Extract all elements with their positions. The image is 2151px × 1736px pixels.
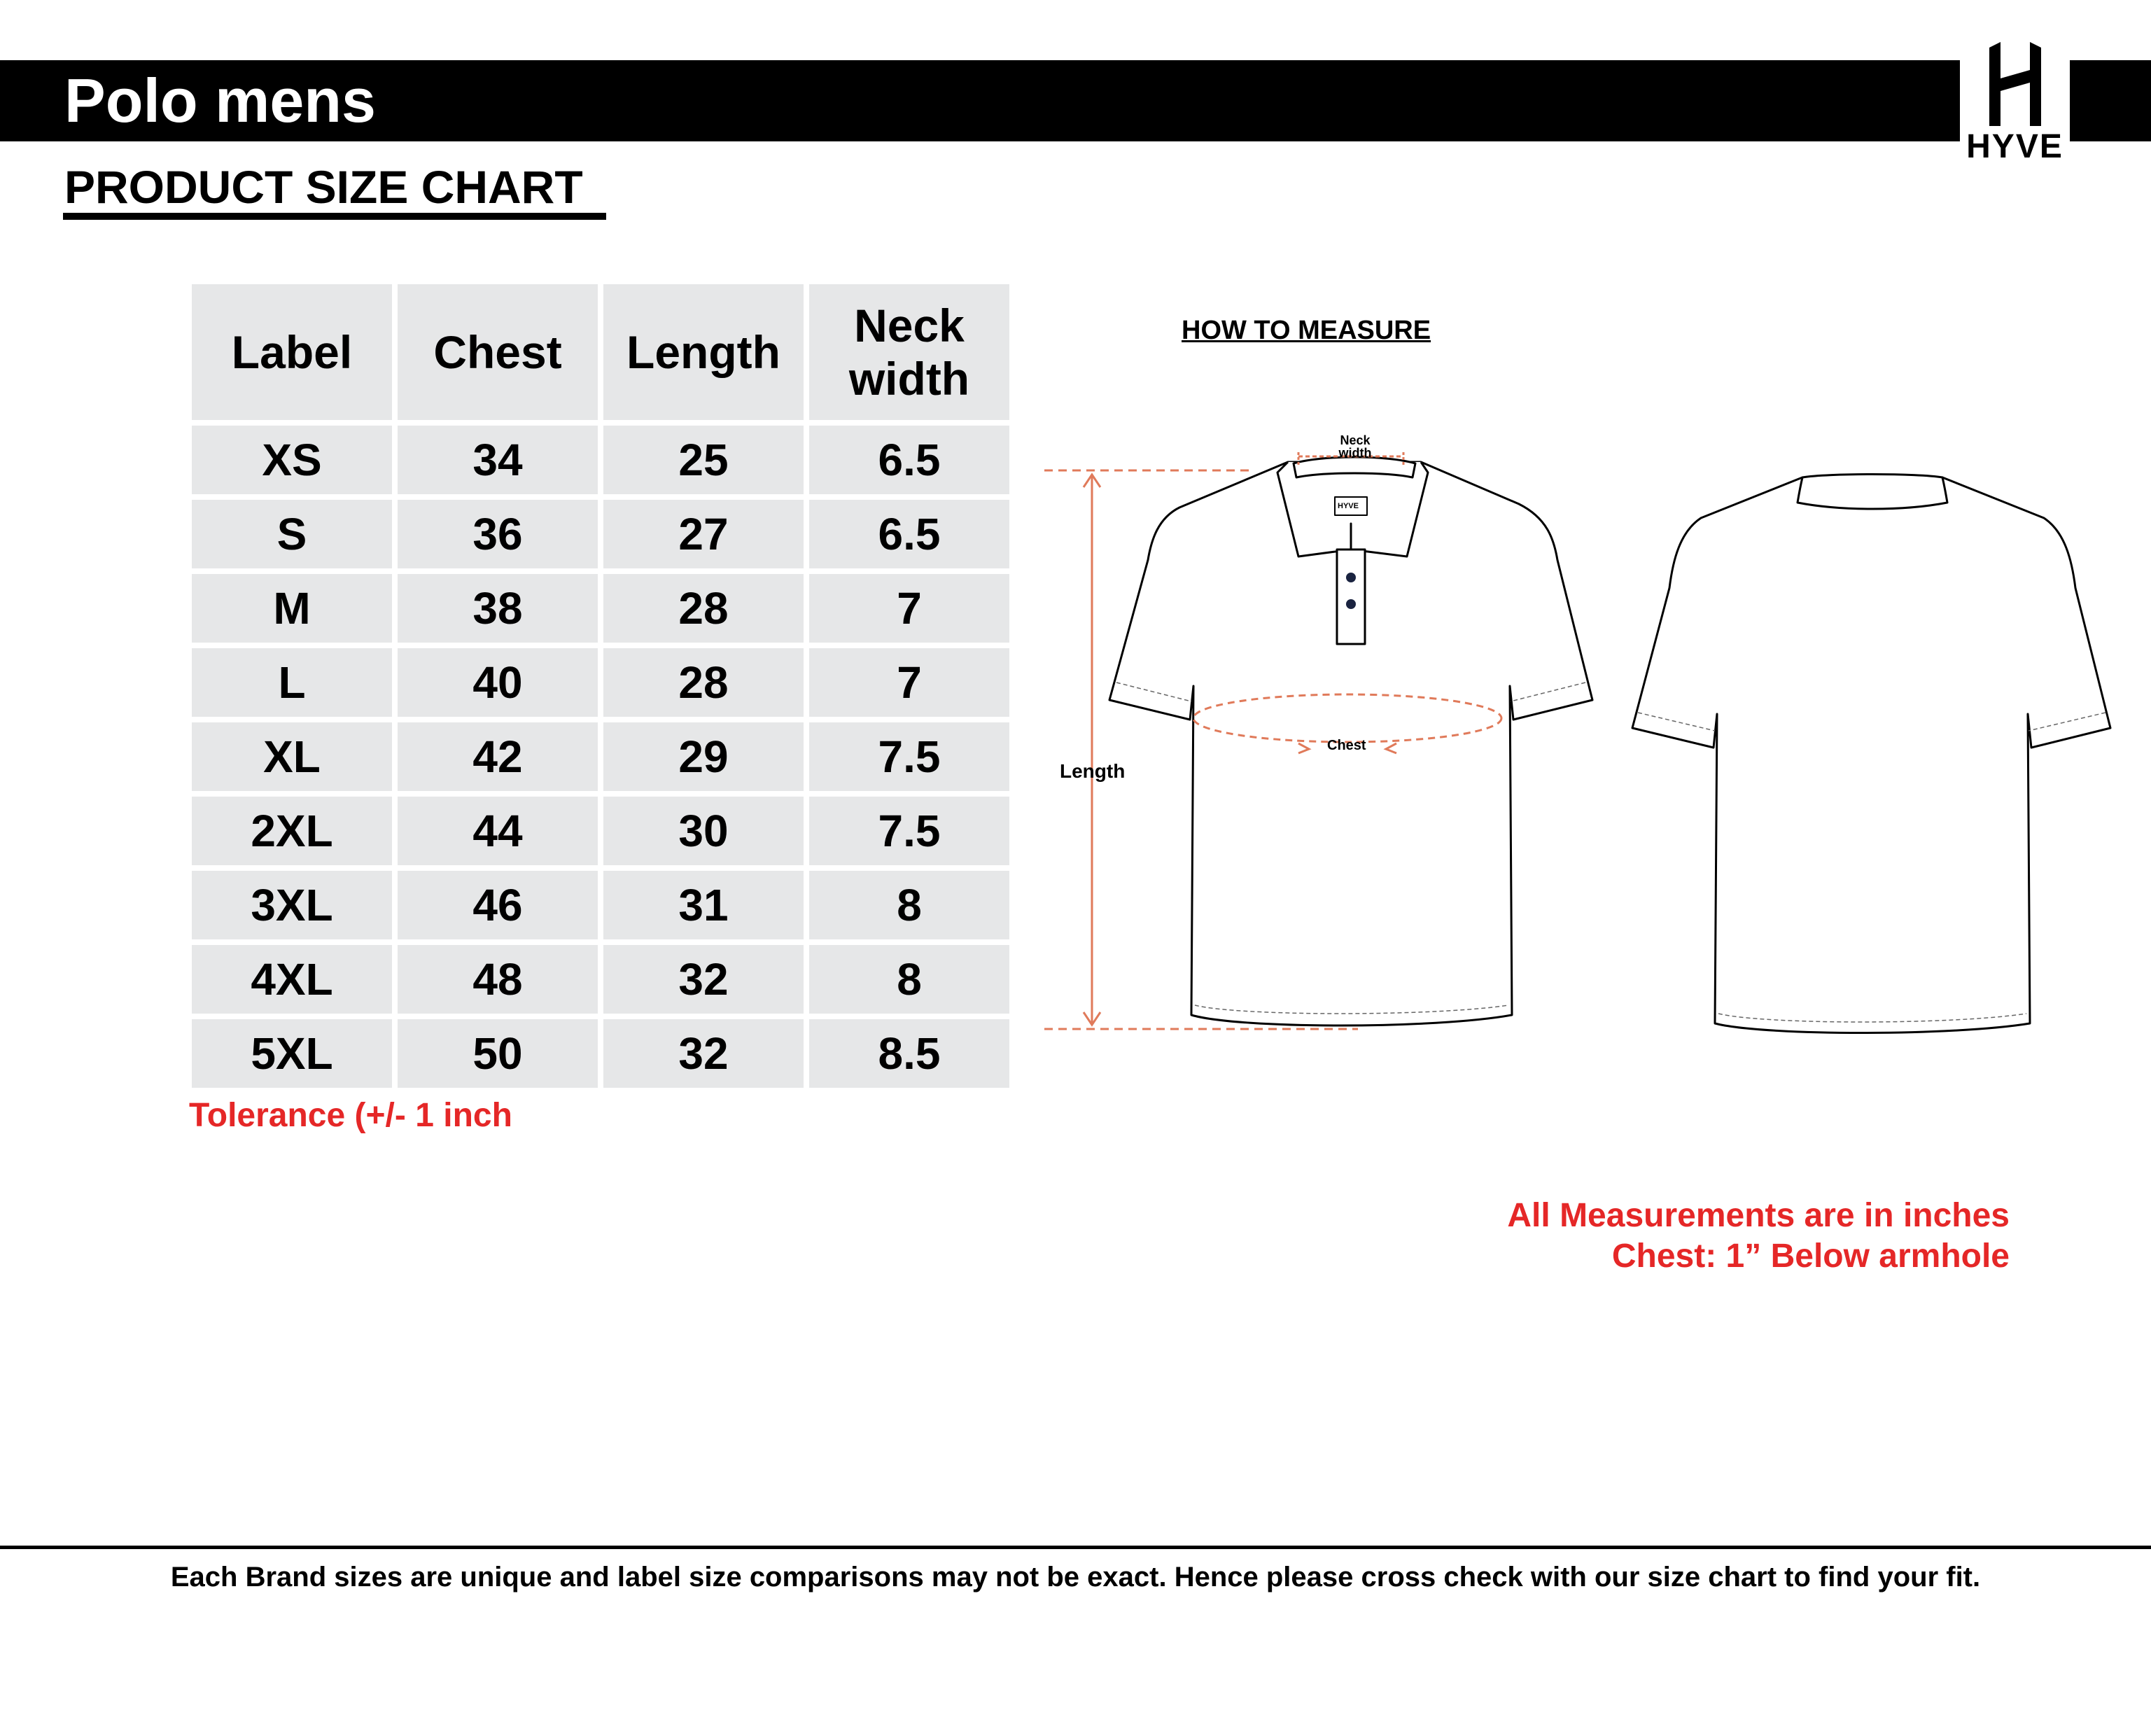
size-label-cell: 5XL [192,1019,392,1088]
measurement-notes [1507,1196,2010,1277]
measurement-cell: 30 [603,797,804,865]
measurement-cell: 6.5 [809,426,1009,494]
size-label-cell: XS [192,426,392,494]
measurement-cell: 32 [603,945,804,1014]
table-header-cell: Length [603,284,804,420]
footer-divider [0,1546,2151,1549]
measurement-unit-note: All Measurements are in inches [1507,1197,2010,1234]
measurement-cell: 42 [398,722,598,791]
table-header-cell: Label [192,284,392,420]
subtitle-underline [63,213,606,220]
table-header-cell: Chest [398,284,598,420]
measurement-cell: 6.5 [809,500,1009,568]
table-row [192,574,1009,643]
how-to-measure-title: HOW TO MEASURE [1182,316,1431,345]
measurement-cell: 8 [809,945,1009,1014]
measurement-cell: 7 [809,574,1009,643]
measurement-cell: 34 [398,426,598,494]
table-row [192,871,1009,939]
measurement-cell: 31 [603,871,804,939]
page-title: Polo mens [64,66,376,135]
measurement-cell: 36 [398,500,598,568]
size-label-cell: 2XL [192,797,392,865]
table-row [192,797,1009,865]
size-chart-table [186,279,1015,1093]
table-row [192,426,1009,494]
brand-logo [1960,38,2070,171]
hyve-h-logo-icon [1985,42,2045,126]
table-header-row [192,284,1009,420]
table-row [192,500,1009,568]
page-subtitle: PRODUCT SIZE CHART [64,161,583,213]
measurement-cell: 32 [603,1019,804,1088]
table-row [192,722,1009,791]
length-label: Length [1060,760,1126,782]
measurement-cell: 25 [603,426,804,494]
header-bar-end [2070,60,2151,141]
chest-label: Chest [1327,738,1366,753]
size-label-cell: L [192,648,392,717]
measurement-cell: 29 [603,722,804,791]
neck-width-label: Neck width [1338,433,1372,460]
size-label-cell: M [192,574,392,643]
table-row [192,945,1009,1014]
measurement-cell: 44 [398,797,598,865]
brand-name: HYVE [1966,128,2064,165]
measurement-cell: 40 [398,648,598,717]
polo-measure-diagram [1029,420,2135,1050]
measurement-cell: 28 [603,648,804,717]
measurement-cell: 7 [809,648,1009,717]
measurement-cell: 50 [398,1019,598,1088]
table-row [192,1019,1009,1088]
footer-disclaimer: Each Brand sizes are unique and label size comparisons may not be exact. Hence please cross check with our size chart to find your fit. [170,1562,1981,1592]
tolerance-note: Tolerance (+/- 1 inch [189,1097,512,1134]
measurement-cell: 38 [398,574,598,643]
measurement-cell: 27 [603,500,804,568]
measurement-cell: 7.5 [809,722,1009,791]
polo-back-outline [1632,475,2110,1033]
shirt-tag-label: HYVE [1338,502,1359,510]
size-label-cell: S [192,500,392,568]
measurement-cell: 8 [809,871,1009,939]
chest-position-note: Chest: 1” Below armhole [1611,1238,2010,1275]
size-label-cell: XL [192,722,392,791]
table-row [192,648,1009,717]
measurement-cell: 48 [398,945,598,1014]
measurement-cell: 28 [603,574,804,643]
measurement-cell: 46 [398,871,598,939]
size-label-cell: 4XL [192,945,392,1014]
measurement-cell: 8.5 [809,1019,1009,1088]
table-header-cell: Neck width [809,284,1009,420]
size-label-cell: 3XL [192,871,392,939]
measurement-cell: 7.5 [809,797,1009,865]
